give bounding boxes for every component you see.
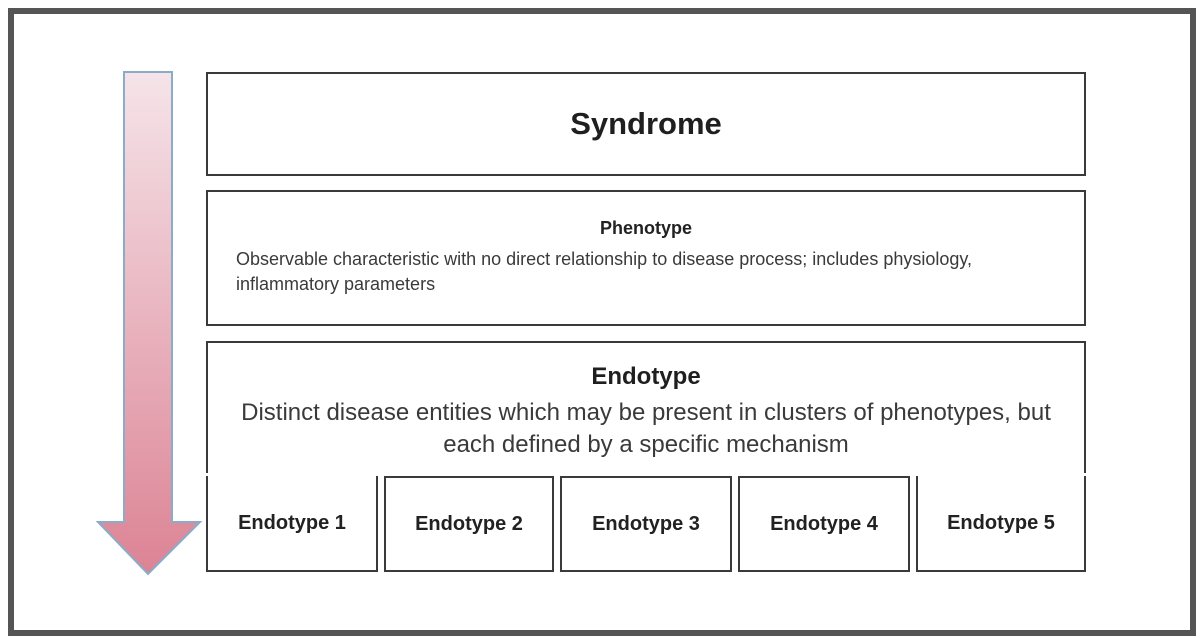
phenotype-title: Phenotype [599,218,692,238]
endotype-title: Endotype [591,363,701,390]
endotype-item-4: Endotype 4 [738,476,910,572]
phenotype-box [206,190,1086,326]
endotype-description: Distinct disease entities which may be present in clusters of phenotypes, but each defined by a specific mechanism [241,399,1051,458]
endotype-box [206,341,1086,473]
syndrome-box [206,72,1086,176]
syndrome-title: Syndrome [570,106,722,141]
endotype-item-5: Endotype 5 [916,476,1086,572]
phenotype-description: Observable characteristic with no direct relationship to disease process; includes physiology, inflammatory parameters [236,249,973,294]
endotype-item-3: Endotype 3 [560,476,732,572]
endotype-item-2: Endotype 2 [384,476,554,572]
endotype-item-1: Endotype 1 [206,476,378,572]
downward-arrow-icon [96,70,204,576]
